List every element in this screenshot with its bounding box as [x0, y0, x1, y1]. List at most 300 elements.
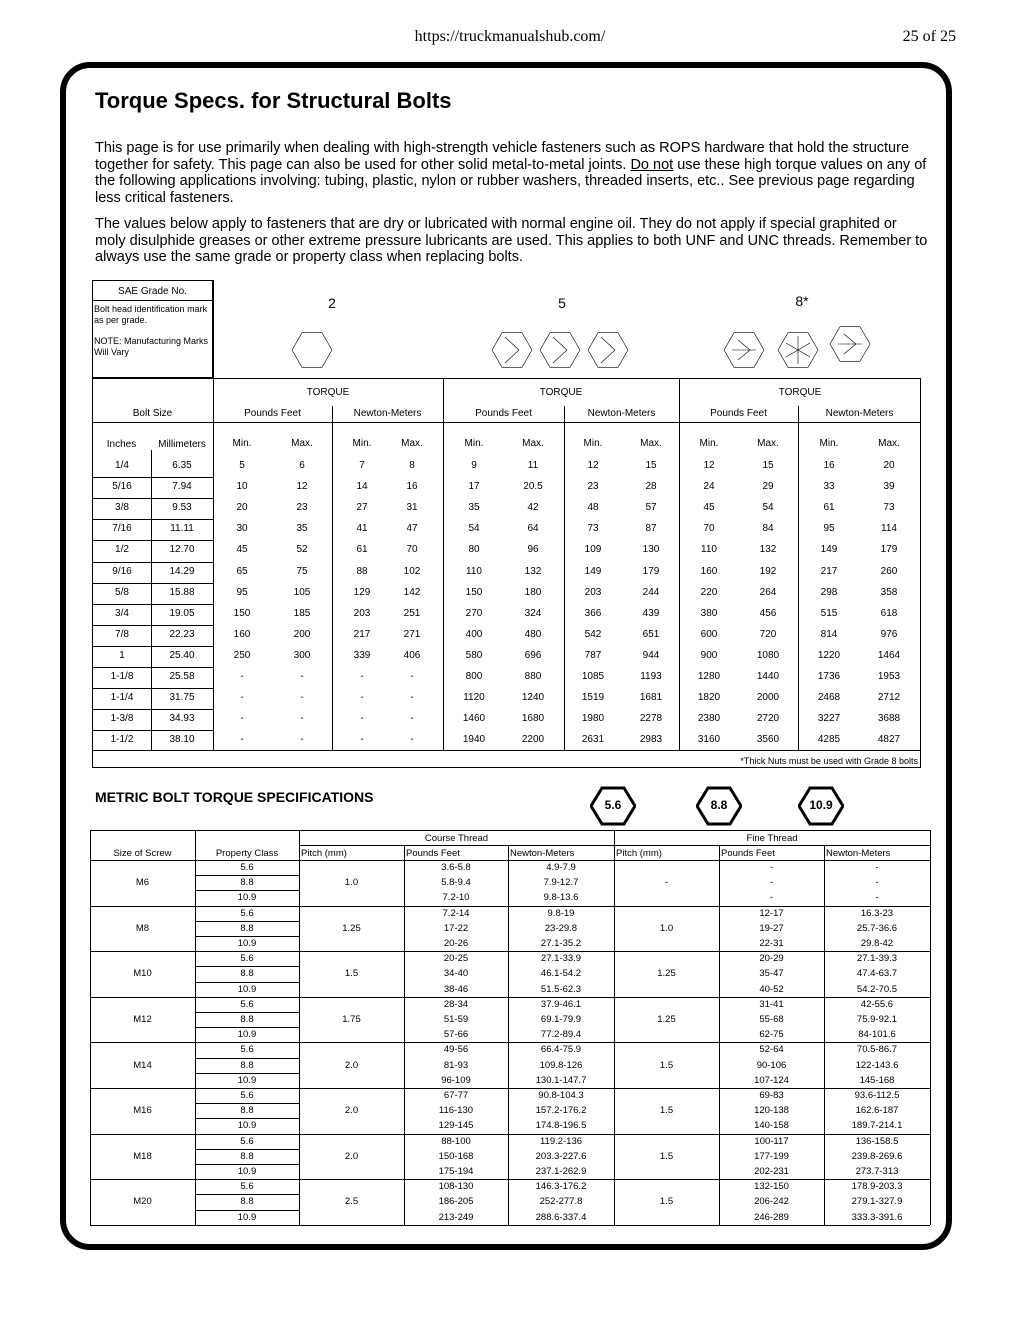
torque-value: 20	[236, 502, 248, 514]
torque-range: 27.1-33.9	[540, 953, 582, 965]
torque-value: 14	[356, 481, 368, 493]
property-class: 10.9	[237, 1029, 257, 1041]
torque-range: 116-130	[438, 1105, 474, 1117]
property-class: 8.8	[240, 968, 254, 980]
bolt-size-inches: 5/8	[115, 586, 129, 598]
intro-paragraph: This page is for use primarily when dealing with high-strength vehicle fasteners such as ROPS hardware that hold the structure together for safety. This page can also be used for other solid metal-to-metal joints. Do not use these high torque values on any of the following applications involving: tubing, plastic, nylon or rubber washers, threaded inserts, etc.. See previous page regarding less critical fasteners.	[95, 140, 927, 206]
property-class: 8.8	[240, 1105, 254, 1117]
torque-range: 52-64	[759, 1044, 784, 1056]
torque-value: 24	[703, 481, 715, 493]
torque-range: 77.2-89.4	[540, 1029, 582, 1041]
torque-value: 12	[296, 481, 308, 493]
torque-value: 5	[239, 460, 245, 471]
torque-value: 217	[820, 565, 838, 577]
torque-range: 122-143.6	[855, 1059, 899, 1071]
torque-value: 45	[236, 544, 248, 556]
bolt-size-mm: 14.29	[169, 565, 195, 577]
torque-range: 203.3-227.6	[535, 1150, 587, 1162]
torque-value: 12	[587, 460, 599, 471]
torque-range: 57-66	[443, 1029, 469, 1041]
torque-value: 95	[823, 523, 835, 535]
torque-value: 45	[703, 502, 715, 514]
torque-value: 3227	[817, 713, 841, 725]
grade-5-hex-icon-3	[588, 333, 628, 368]
torque-value: 35	[468, 502, 480, 514]
fine-thread-header: Fine Thread	[746, 833, 798, 844]
torque-value: 380	[700, 607, 718, 619]
torque-range: -	[875, 877, 879, 889]
bolt-head-mark-label: Bolt head identification mark as per grade.	[94, 304, 208, 325]
torque-range: 23-29.8	[544, 922, 578, 934]
grade-8-footnote: *Thick Nuts must be used with Grade 8 bolts	[740, 756, 918, 766]
torque-range: 16.3-23	[860, 907, 894, 919]
torque-header-grade-8: TORQUE	[778, 387, 822, 398]
torque-value: 17	[468, 481, 480, 493]
torque-range: 146.3-176.2	[535, 1181, 587, 1193]
torque-range: 189.7-214.1	[851, 1120, 903, 1132]
torque-value: 84	[762, 523, 774, 535]
torque-value: 1120	[463, 692, 485, 704]
screw-size: M14	[133, 1059, 152, 1071]
torque-range: 175-194	[438, 1166, 474, 1177]
grade-5-hex-icon-1	[492, 333, 532, 368]
torque-value: 75	[296, 565, 308, 577]
property-class: 5.6	[240, 907, 254, 919]
max-header: Max.	[522, 438, 544, 449]
torque-range: 279.1-327.9	[851, 1196, 903, 1208]
torque-value: -	[240, 671, 244, 682]
torque-range: 25.7-36.6	[856, 922, 898, 934]
max-header: Max.	[878, 438, 900, 449]
torque-range: 177-199	[754, 1150, 789, 1162]
torque-value: 3560	[756, 734, 780, 746]
torque-value: 30	[236, 523, 248, 535]
metric-col-header: Newton-Meters	[510, 848, 575, 859]
torque-value: 1460	[462, 713, 486, 725]
torque-value: 11	[527, 460, 539, 471]
torque-range: 20-25	[443, 953, 469, 965]
bolt-size-inches: 1/2	[115, 544, 129, 556]
torque-range: 119.2-136	[539, 1135, 583, 1147]
torque-range: 132-150	[754, 1181, 789, 1193]
torque-range: 17-22	[443, 922, 469, 934]
torque-range: 42-55.6	[860, 998, 894, 1010]
torque-value: 600	[700, 628, 718, 640]
torque-value: 2380	[697, 713, 721, 725]
course-pitch: 2.0	[344, 1105, 359, 1117]
torque-value: 54	[468, 523, 480, 535]
torque-header-grade-5: TORQUE	[539, 387, 583, 398]
torque-value: 787	[584, 649, 602, 661]
torque-value: 651	[642, 628, 660, 640]
screw-size: M6	[135, 877, 150, 889]
bolt-size-mm: 38.10	[169, 734, 195, 746]
screw-size: M18	[133, 1150, 152, 1162]
torque-value: -	[360, 671, 364, 682]
torque-range: 55-68	[759, 1014, 784, 1025]
torque-value: 203	[353, 607, 371, 619]
property-class: 5.6	[240, 1181, 254, 1193]
torque-range: 96-109	[441, 1074, 471, 1086]
torque-range: 246-289	[754, 1211, 789, 1223]
min-header: Min.	[232, 438, 252, 449]
torque-value: 65	[236, 565, 248, 577]
torque-range: 69.1-79.9	[540, 1014, 582, 1025]
torque-value: 132	[524, 565, 542, 577]
property-class-5-6-badge	[590, 786, 636, 826]
torque-value: 2000	[756, 692, 780, 704]
torque-range: 27.1-35.2	[540, 938, 582, 949]
course-pitch: 2.0	[344, 1059, 359, 1071]
torque-value: 264	[759, 586, 777, 598]
property-class: 8.8	[240, 1014, 254, 1025]
newton-meters-header: Newton-Meters	[353, 408, 422, 419]
property-class: 10.9	[237, 1166, 257, 1177]
torque-value: 110	[466, 565, 482, 577]
torque-range: 4.9-7.9	[546, 862, 576, 873]
bolt-size-inches: 7/16	[112, 523, 132, 535]
bolt-size-inches: 1-1/8	[110, 671, 134, 682]
property-class: 5.6	[240, 953, 254, 965]
grade-2-hex-icon	[292, 333, 332, 368]
course-thread-header: Course Thread	[424, 833, 489, 844]
page-url: https://truckmanualshub.com/	[414, 28, 606, 45]
torque-value: 47	[406, 523, 418, 535]
torque-value: 35	[296, 523, 308, 535]
lubrication-paragraph: The values below apply to fasteners that are dry or lubricated with normal engine oil. They do not apply if special graphited or moly disulphide greases or other extreme pressure lubricants are used. This applies to both UNF and UNC threads. Remember to always use the same grade or property class when replacing bolts.	[95, 216, 928, 265]
torque-value: -	[360, 734, 364, 746]
bolt-size-inches: 1-1/4	[110, 692, 134, 704]
bolt-size-inches: 1	[119, 649, 125, 661]
metric-col-header: Pounds Feet	[721, 848, 775, 859]
torque-value: 31	[406, 502, 418, 514]
torque-range: 162.6-187	[855, 1105, 899, 1117]
torque-value: 696	[524, 649, 542, 661]
torque-value: 29	[762, 481, 774, 493]
torque-value: 1085	[581, 671, 605, 682]
torque-range: 9.8-19	[547, 907, 575, 919]
torque-range: 202-231	[754, 1166, 789, 1177]
torque-range: 206-242	[754, 1196, 789, 1208]
torque-value: 23	[296, 502, 308, 514]
bolt-size-inches: 1/4	[115, 460, 129, 471]
bolt-size-mm: 6.35	[172, 460, 192, 471]
metric-col-header: Pitch (mm)	[301, 848, 347, 859]
torque-value: 814	[820, 628, 838, 640]
fine-pitch: 1.0	[659, 922, 674, 934]
torque-range: 35-47	[759, 968, 784, 980]
torque-value: 7	[359, 460, 365, 471]
torque-value: -	[300, 671, 304, 682]
metric-section-title: METRIC BOLT TORQUE SPECIFICATIONS	[95, 789, 374, 805]
fine-pitch: 1.5	[659, 1105, 674, 1117]
torque-value: 720	[759, 628, 777, 640]
torque-value: 179	[880, 544, 898, 556]
page-title: Torque Specs. for Structural Bolts	[95, 88, 452, 113]
bolt-head-marks	[92, 280, 921, 380]
torque-value: -	[300, 713, 304, 725]
torque-value: -	[410, 734, 414, 746]
bolt-size-mm: 34.93	[169, 713, 195, 725]
torque-value: -	[240, 713, 244, 725]
torque-range: 3.6-5.8	[441, 862, 471, 873]
torque-value: 87	[645, 523, 657, 535]
torque-range: 66.4-75.9	[540, 1044, 582, 1056]
torque-value: 73	[883, 502, 895, 514]
torque-value: 1736	[817, 671, 841, 682]
torque-value: 2712	[877, 692, 901, 704]
torque-value: 515	[820, 607, 838, 619]
inches-header: Inches	[106, 439, 137, 450]
torque-value: 271	[403, 628, 421, 640]
torque-range: 38-46	[443, 983, 469, 995]
bolt-size-mm: 12.70	[169, 544, 195, 556]
screw-size: M12	[133, 1014, 152, 1025]
pounds-feet-header: Pounds Feet	[710, 408, 767, 419]
torque-value: -	[300, 692, 304, 704]
torque-value: 250	[233, 649, 251, 661]
torque-range: 145-168	[859, 1074, 895, 1086]
badge-label: 8.8	[710, 798, 728, 812]
torque-value: 20	[883, 460, 895, 471]
torque-value: 200	[293, 628, 311, 640]
torque-value: 1681	[639, 692, 663, 704]
torque-range: 51-59	[443, 1014, 469, 1025]
torque-range: 178.9-203.3	[851, 1181, 903, 1193]
torque-range: 9.8-13.6	[543, 892, 579, 904]
fine-pitch: 1.5	[659, 1196, 674, 1208]
torque-range: 5.8-9.4	[441, 877, 471, 889]
torque-value: 16	[823, 460, 835, 471]
badge-label: 5.6	[604, 798, 622, 812]
sae-torque-table	[92, 280, 921, 768]
fine-pitch: 1.5	[659, 1150, 674, 1162]
torque-range: 20-26	[443, 938, 469, 949]
torque-value: -	[240, 692, 244, 704]
torque-value: 542	[584, 628, 602, 640]
torque-value: 944	[642, 649, 660, 661]
torque-range: 100-117	[754, 1135, 789, 1147]
torque-range: 273.7-313	[855, 1166, 899, 1177]
torque-range: 174.8-196.5	[535, 1120, 587, 1132]
torque-value: 70	[703, 523, 715, 535]
torque-range: 34-40	[443, 968, 469, 980]
bolt-size-mm: 15.88	[169, 586, 195, 598]
pounds-feet-header: Pounds Feet	[475, 408, 532, 419]
bolt-size-inches: 7/8	[115, 628, 129, 640]
property-class: 8.8	[240, 1196, 254, 1208]
course-pitch: 1.25	[342, 922, 361, 934]
torque-range: 108-130	[438, 1181, 474, 1193]
torque-value: 20.5	[523, 481, 543, 493]
torque-value: 33	[823, 481, 835, 493]
torque-value: 217	[353, 628, 371, 640]
torque-value: 1193	[640, 671, 662, 682]
property-class: 8.8	[240, 922, 254, 934]
torque-range: 333.3-391.6	[851, 1211, 903, 1223]
torque-range: 239.8-269.6	[851, 1150, 903, 1162]
torque-value: 800	[465, 671, 483, 682]
property-class: 5.6	[240, 1044, 254, 1056]
property-class: 8.8	[240, 1059, 254, 1071]
torque-value: -	[300, 734, 304, 746]
torque-value: 48	[587, 502, 599, 514]
torque-range: 7.9-12.7	[543, 877, 579, 889]
torque-value: 251	[403, 607, 421, 619]
torque-value: 39	[883, 481, 895, 493]
fine-pitch: 1.5	[659, 1059, 674, 1071]
torque-value: 400	[465, 628, 483, 640]
torque-value: 2468	[817, 692, 841, 704]
torque-value: 1820	[697, 692, 721, 704]
torque-value: 298	[820, 586, 838, 598]
torque-value: 149	[820, 544, 838, 556]
torque-value: 64	[527, 523, 539, 535]
torque-value: 160	[233, 628, 251, 640]
torque-value: 2278	[639, 713, 663, 725]
torque-value: 12	[703, 460, 715, 471]
course-pitch: 1.5	[344, 968, 359, 980]
property-class: 10.9	[237, 1074, 257, 1086]
torque-range: 49-56	[443, 1044, 469, 1056]
torque-value: 580	[465, 649, 483, 661]
torque-range: 22-31	[759, 938, 784, 949]
bolt-size-mm: 7.94	[172, 481, 192, 493]
min-header: Min.	[464, 438, 484, 449]
torque-range: 47.4-63.7	[856, 968, 898, 980]
screw-size: M20	[133, 1196, 152, 1208]
torque-value: 2200	[521, 734, 545, 746]
torque-value: 15	[762, 460, 774, 471]
grade-2-label: 2	[328, 295, 336, 311]
torque-range: 7.2-14	[442, 907, 470, 919]
fine-pitch: -	[664, 877, 669, 889]
metric-col-header: Pounds Feet	[406, 848, 460, 859]
max-header: Max.	[401, 438, 423, 449]
torque-value: 105	[293, 586, 311, 598]
torque-value: -	[410, 692, 414, 704]
torque-value: 1464	[877, 649, 901, 661]
metric-col-header: Pitch (mm)	[616, 848, 662, 859]
torque-value: 10	[236, 481, 248, 493]
torque-value: 160	[700, 565, 718, 577]
manufacturing-note: NOTE: Manufacturing Marks Will Vary	[94, 336, 209, 357]
torque-range: 288.6-337.4	[535, 1211, 587, 1223]
property-class: 5.6	[240, 862, 254, 873]
torque-range: 29.8-42	[860, 938, 894, 949]
torque-value: 132	[759, 544, 777, 556]
torque-value: 1220	[817, 649, 841, 661]
torque-range: 93.6-112.5	[854, 1090, 900, 1101]
torque-range: 7.2-10	[442, 892, 470, 904]
torque-value: 185	[293, 607, 311, 619]
torque-range: 136-158.5	[855, 1135, 899, 1147]
torque-value: 142	[403, 586, 421, 598]
torque-value: 61	[823, 502, 835, 514]
torque-range: 51.5-62.3	[540, 983, 582, 995]
torque-value: 192	[759, 565, 777, 577]
property-class: 10.9	[237, 983, 257, 995]
torque-range: 70.5-86.7	[856, 1044, 898, 1056]
torque-range: 28-34	[443, 998, 469, 1010]
torque-value: 1940	[462, 734, 486, 746]
grade-5-hex-icon-2	[540, 333, 580, 368]
torque-value: 3160	[697, 734, 721, 746]
torque-value: 324	[524, 607, 542, 619]
torque-value: 9	[471, 460, 477, 471]
metric-col-header: Size of Screw	[113, 848, 172, 859]
torque-range: 213-249	[438, 1211, 474, 1223]
property-class: 10.9	[237, 938, 257, 949]
torque-value: 150	[233, 607, 251, 619]
torque-range: 84-101.6	[858, 1029, 896, 1041]
torque-value: 1240	[521, 692, 545, 704]
torque-range: 69-83	[759, 1090, 784, 1101]
max-header: Max.	[291, 438, 313, 449]
torque-value: 73	[587, 523, 599, 535]
min-header: Min.	[583, 438, 603, 449]
sae-grade-label: SAE Grade No.	[118, 286, 187, 297]
torque-range: 150-168	[438, 1150, 474, 1162]
torque-value: -	[410, 671, 414, 682]
torque-value: 439	[642, 607, 660, 619]
torque-value: 130	[642, 544, 660, 556]
pounds-feet-header: Pounds Feet	[244, 408, 301, 419]
torque-value: -	[360, 713, 364, 725]
bolt-size-mm: 22.23	[169, 628, 195, 640]
torque-range: 186-205	[438, 1196, 474, 1208]
grade-8-label: 8*	[795, 293, 809, 309]
bolt-size-inches: 3/8	[115, 502, 129, 514]
page-number: 25 of 25	[902, 28, 956, 45]
torque-value: 1519	[581, 692, 605, 704]
min-header: Min.	[819, 438, 839, 449]
torque-value: 1680	[521, 713, 545, 725]
grade-5-label: 5	[558, 295, 566, 311]
torque-value: 339	[353, 649, 371, 661]
bolt-size-inches: 9/16	[112, 565, 132, 577]
torque-range: 252-277.8	[539, 1196, 583, 1208]
torque-range: 107-124	[754, 1074, 789, 1086]
torque-value: 42	[527, 502, 539, 514]
torque-value: 28	[645, 481, 657, 493]
max-header: Max.	[640, 438, 662, 449]
torque-value: 260	[880, 565, 898, 577]
screw-size: M16	[133, 1105, 152, 1117]
bolt-size-header: Bolt Size	[132, 408, 173, 419]
torque-value: 41	[356, 523, 368, 535]
property-class: 10.9	[237, 892, 257, 904]
torque-value: 179	[642, 565, 660, 577]
torque-range: 12-17	[759, 907, 784, 919]
torque-range: -	[875, 892, 879, 904]
screw-size: M10	[133, 968, 152, 980]
torque-range: 62-75	[759, 1029, 784, 1041]
torque-value: 618	[880, 607, 898, 619]
torque-range: -	[875, 862, 879, 873]
torque-range: 67-77	[443, 1090, 469, 1101]
torque-value: 149	[584, 565, 602, 577]
torque-range: 129-145	[438, 1120, 474, 1132]
torque-range: 157.2-176.2	[535, 1105, 587, 1117]
torque-value: 70	[406, 544, 418, 556]
torque-value: 2983	[639, 734, 663, 746]
newton-meters-header: Newton-Meters	[825, 408, 894, 419]
torque-value: 480	[524, 628, 542, 640]
torque-value: 180	[524, 586, 542, 598]
torque-value: -	[410, 713, 414, 725]
torque-value: 1280	[697, 671, 721, 682]
